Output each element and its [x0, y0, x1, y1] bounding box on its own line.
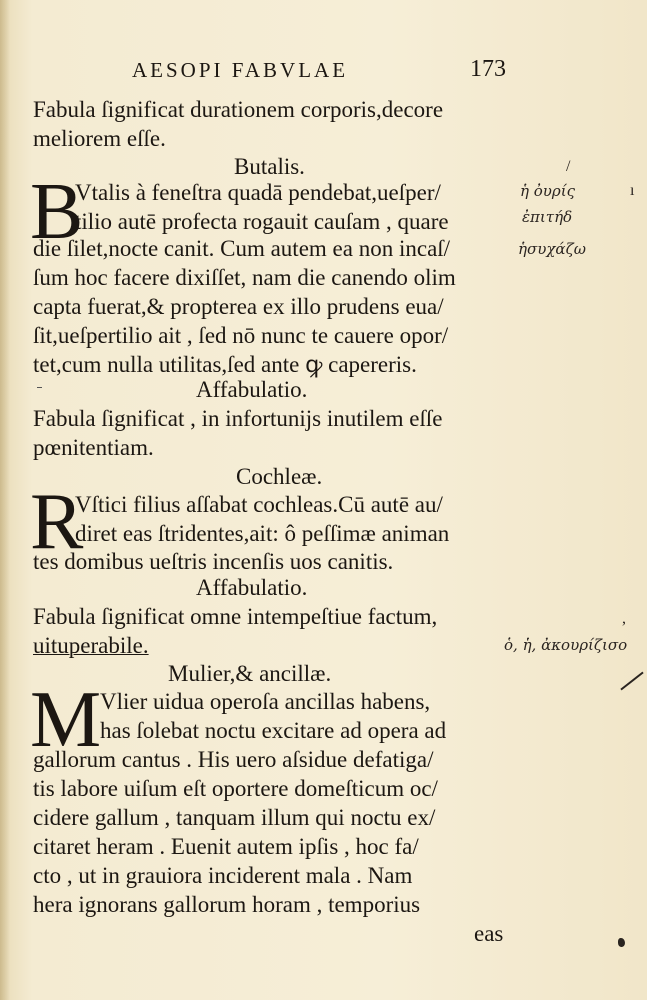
text-line: ſum hoc facere dixiſſet, nam die canendo olim — [33, 265, 456, 290]
text-line: citaret heram . Euenit autem ipſis , hoc fa/ — [33, 834, 419, 859]
ink-blot — [618, 938, 625, 947]
text-line: hera ignorans gallorum horam , temporius — [33, 892, 421, 917]
drop-capital: M — [30, 676, 102, 764]
moral-heading: Affabulatio. — [196, 377, 308, 402]
text-line: Fabula ſignificat , in infortunijs inutilem eſſe — [33, 406, 443, 431]
ink-stroke — [620, 672, 643, 691]
margin-tick: ı — [630, 182, 635, 199]
text-line: tet,cum nulla utilitas,ſed ante ꝙ capereris. — [33, 352, 417, 377]
text-line: Vlier uidua operoſa ancillas habens, — [100, 689, 431, 714]
text-line: tes domibus ueſtris incenſis uos canitis. — [33, 549, 394, 574]
text-line: diret eas ſtridentes,ait: ô peſſimæ animan — [75, 521, 450, 546]
text-line: capta fuerat,& propterea ex illo prudens eua/ — [33, 294, 444, 319]
drop-capital: R — [30, 478, 84, 566]
catchword: eas — [474, 921, 504, 946]
stray-mark — [37, 387, 42, 388]
fable-title: Cochleæ. — [236, 464, 323, 489]
text-line: cto , ut in grauiora inciderent mala . Nam — [33, 863, 413, 888]
text-line: pœnitentiam. — [33, 435, 154, 460]
binding-shadow — [0, 0, 10, 1000]
margin-annotation: ἐπιτήδ — [522, 208, 573, 226]
page-number: 173 — [470, 56, 506, 82]
text-line: cidere gallum , tanquam illum qui noctu ex/ — [33, 805, 436, 830]
margin-tick: , — [622, 610, 626, 627]
text-line: Fabula ſignificat durationem corporis,decore — [33, 97, 444, 122]
text-line: Vſtici filius aſſabat cochleas.Cū autē au/ — [75, 492, 443, 517]
text-line: ſit,ueſpertilio ait , ſed nō nunc te cauere opor/ — [33, 323, 449, 348]
text-line: die ſilet,nocte canit. Cum autem ea non incaſ/ — [33, 236, 451, 261]
text-line: uituperabile. — [33, 633, 149, 658]
drop-capital: B — [30, 168, 84, 256]
text-line: tis labore uiſum eſt oportere domeſticum oc/ — [33, 776, 438, 801]
running-title: AESOPI FABVLAE — [132, 58, 349, 82]
text-line: Vtalis à feneſtra quadā pendebat,ueſper/ — [75, 180, 441, 205]
margin-annotation: ἡ ὀυρίς — [520, 182, 576, 200]
text-line: has ſolebat noctu excitare ad opera ad — [100, 718, 447, 743]
fable-title: Mulier,& ancillæ. — [168, 661, 332, 686]
text-line: meliorem eſſe. — [33, 126, 166, 151]
margin-tick: / — [566, 158, 571, 175]
text-line: tilio autē profecta rogauit cauſam , quare — [75, 209, 449, 234]
margin-annotation: ὁ, ἡ, ἀκουρίζισο — [504, 636, 628, 654]
text-line: gallorum cantus . His uero aſsidue defatiga/ — [33, 747, 434, 772]
text-line: Fabula ſignificat omne intempeſtiue factum, — [33, 604, 438, 629]
margin-annotation: ἡσυχάζω — [518, 240, 586, 258]
fable-title: Butalis. — [234, 154, 305, 179]
moral-heading: Affabulatio. — [196, 575, 308, 600]
